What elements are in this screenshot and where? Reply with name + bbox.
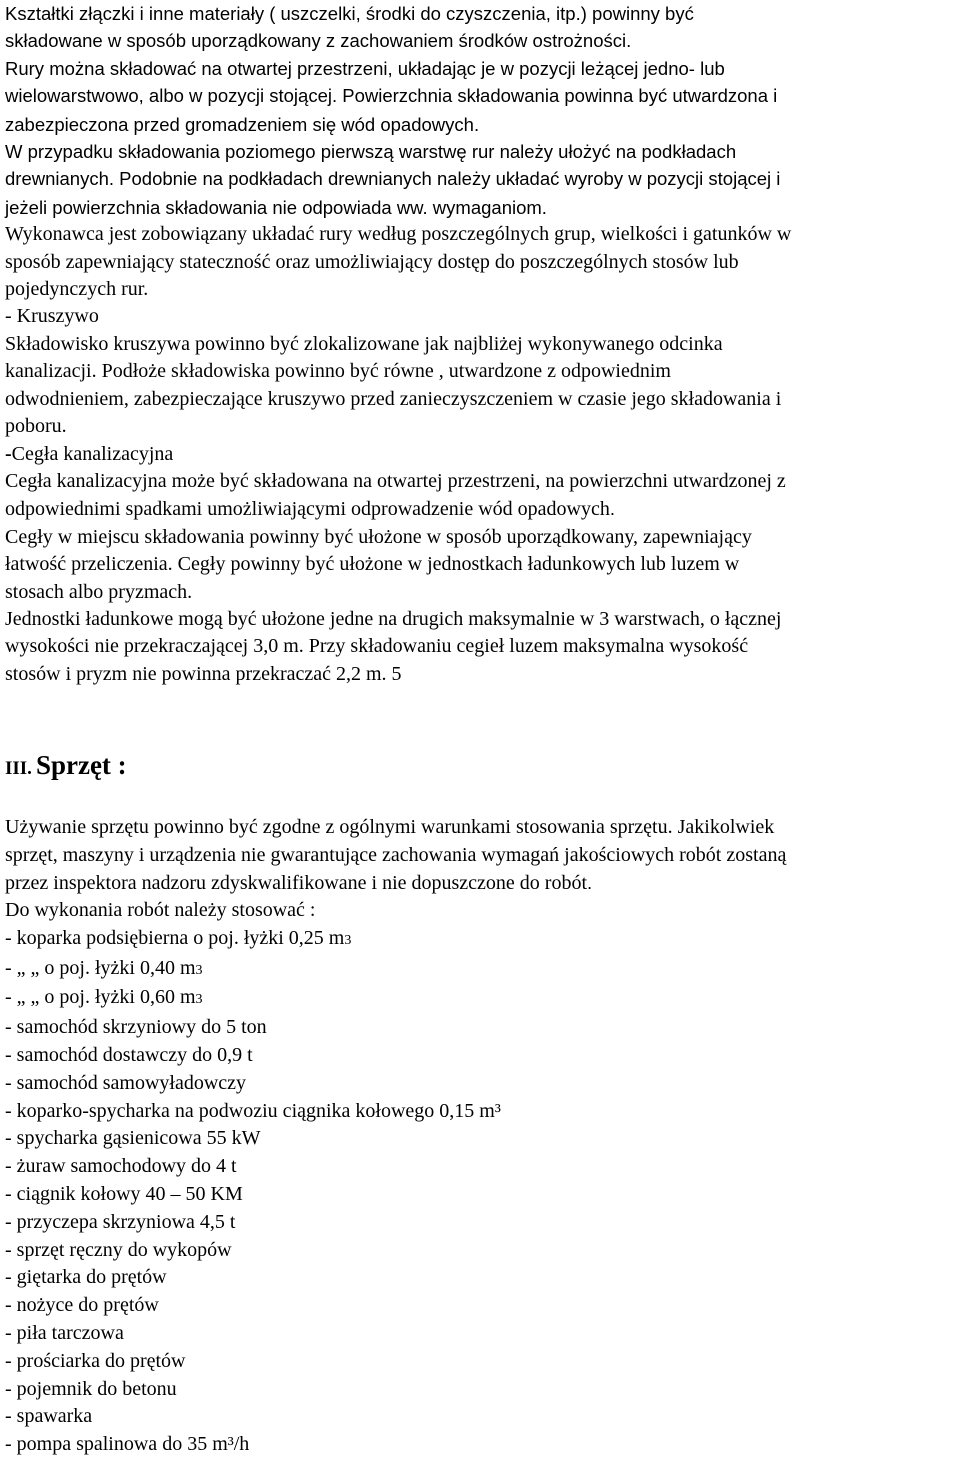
list-item (5, 1125, 955, 1153)
list-item (5, 1348, 955, 1376)
text-line: kanalizacji. Podłoże składowiska powinno być równe , utwardzone z odpowiednim (5, 360, 671, 383)
text-line (5, 82, 955, 110)
text-line (5, 495, 955, 523)
section-number: III. (5, 758, 32, 780)
text-line: Cegły w miejscu składowania powinny być ułożone w sposób uporządkowany, zapewniający (5, 525, 752, 548)
list-item (5, 1209, 955, 1237)
list-item-text: - pompa spalinowa do 35 m³/h (5, 1433, 250, 1456)
text-span: wielowarstwowo, albo w pozycji stojącej. (5, 85, 338, 107)
list-item (5, 1431, 955, 1459)
list-item-text: - samochód skrzyniowy do 5 ton (5, 1016, 267, 1039)
text-line: sposób zapewniający stateczność oraz umożliwiający dostęp do poszczególnych stosów lub (5, 250, 739, 273)
list-item (5, 984, 955, 1014)
text-line: wysokości nie przekraczającej 3,0 m. Przy składowaniu cegieł luzem maksymalna wysokość (5, 635, 749, 658)
text-line: Wykonawca jest zobowiązany układać rury według poszczególnych grup, wielkości i gatunków w (5, 223, 792, 246)
text-line: jeżeli powierzchnia składowania nie odpowiada ww. wymaganiom. (5, 196, 547, 218)
list-item (5, 1264, 955, 1292)
list-item-text: - prościarka do prętów (5, 1349, 186, 1372)
text-line: poboru. (5, 415, 67, 438)
list-item (5, 1320, 955, 1348)
text-line: Używanie sprzętu powinno być zgodne z ogólnymi warunkami stosowania sprzętu. Jakikolwiek (5, 816, 775, 839)
heading-dash: - (5, 442, 12, 465)
list-item-unit-suffix: 3 (344, 932, 352, 948)
list-item-text: - „ „ o poj. łyżki 0,40 m (5, 956, 196, 979)
text-line: stosów i pryzm nie powinna przekraczać 2,2 m. 5 (5, 662, 402, 685)
list-item (5, 1042, 955, 1070)
text-line: zabezpieczona przed gromadzeniem się wód opadowych. (5, 113, 480, 135)
text-line: Jednostki ładunkowe mogą być ułożone jedne na drugich maksymalnie w 3 warstwach, o łącznej (5, 607, 782, 630)
list-item-text: - „ „ o poj. łyżki 0,60 m (5, 986, 196, 1009)
cegla-heading (5, 441, 955, 468)
list-item (5, 1098, 955, 1126)
list-item-text: - samochód samowyładowczy (5, 1071, 247, 1094)
text-line (5, 165, 955, 193)
text-span: . (609, 498, 615, 520)
equipment-section (5, 814, 955, 925)
text-line: składowane w sposób uporządkowany z zachowaniem środków ostrożności. (5, 30, 632, 52)
text-line: Kształtki złączki i inne materiały ( uszczelki, środki do czyszczenia, itp.) powinny być (5, 3, 694, 24)
cegla-section (5, 441, 955, 689)
text-line: sprzęt, maszyny i urządzenia nie gwarantujące zachowania wymagań jakościowych robót zostaną (5, 843, 787, 866)
section-heading (5, 750, 955, 784)
list-item (5, 925, 955, 955)
list-item (5, 1237, 955, 1265)
list-item-text: - spycharka gąsienicowa 55 kW (5, 1127, 261, 1150)
storage-intro (5, 0, 955, 303)
text-span: odpowiednimi spadkami umożliwiającymi odprowadzenie wód opadowych (5, 498, 610, 521)
text-span: Podobnie na podkładach drewnianych należy układać wyroby w pozycji stojącej i (114, 168, 781, 190)
kruszywo-section (5, 303, 955, 440)
list-item-unit-suffix: 3 (195, 992, 203, 1008)
list-item-text: - samochód dostawczy do 0,9 t (5, 1043, 253, 1066)
text-line: odwodnieniem, zabezpieczające kruszywo przed zanieczyszczeniem w czasie jego składowania i (5, 387, 782, 410)
list-item (5, 1403, 955, 1431)
list-item (5, 1153, 955, 1181)
text-span: . (587, 871, 593, 893)
text-line: Do wykonania robót należy stosować : (5, 899, 316, 922)
heading-text: Cegła kanalizacyjna (11, 442, 174, 465)
list-item-text: - giętarka do prętów (5, 1266, 167, 1289)
list-item-unit-suffix: 3 (195, 962, 203, 978)
text-span: Powierzchnia składowania powinna być utwardzona i (337, 85, 778, 107)
text-line: Składowisko kruszywa powinno być zlokalizowane jak najbliżej wykonywanego odcinka (5, 332, 723, 355)
text-line: stosach albo pryzmach. (5, 580, 193, 603)
text-line (5, 869, 955, 897)
text-span: drewnianych. (5, 168, 115, 190)
list-item-text: - żuraw samochodowy do 4 t (5, 1155, 237, 1178)
kruszywo-heading: - Kruszywo (5, 305, 99, 328)
list-item-text: - koparka podsiębierna o poj. łyżki 0,25 m (5, 926, 345, 949)
text-line: Rury można składować na otwartej przestrzeni, układając je w pozycji leżącej jedno- lub (5, 57, 725, 79)
list-item-text: - sprzęt ręczny do wykopów (5, 1238, 232, 1261)
equipment-list (5, 925, 955, 1459)
text-line: W przypadku składowania poziomego pierwszą warstwę rur należy ułożyć na podkładach (5, 141, 737, 163)
text-line: Cegła kanalizacyjna może być składowana na otwartej przestrzeni, na powierzchni utwardzonej z (5, 469, 786, 492)
text-line: pojedynczych rur. (5, 278, 149, 301)
list-item-text: - przyczepa skrzyniowa 4,5 t (5, 1210, 236, 1233)
text-line: łatwość przeliczenia. Cegły powinny być ułożone w jednostkach ładunkowych lub luzem w (5, 553, 740, 576)
text-span: przez inspektora nadzoru zdyskwalifikowane i nie dopuszczone do robót (5, 871, 588, 894)
list-item (5, 1070, 955, 1098)
list-item-text: - nożyce do prętów (5, 1294, 159, 1317)
section-title: Sprzęt : (35, 750, 127, 781)
list-item-text: - spawarka (5, 1405, 93, 1428)
list-item (5, 1376, 955, 1404)
list-item (5, 955, 955, 985)
list-item-text: - pojemnik do betonu (5, 1377, 177, 1400)
list-item-text: - ciągnik kołowy 40 – 50 KM (5, 1182, 243, 1205)
list-item-text: - koparko-spycharka na podwoziu ciągnika kołowego 0,15 m³ (5, 1099, 501, 1122)
list-item (5, 1181, 955, 1209)
list-item-text: - piła tarczowa (5, 1321, 124, 1344)
list-item (5, 1292, 955, 1320)
list-item (5, 1014, 955, 1042)
